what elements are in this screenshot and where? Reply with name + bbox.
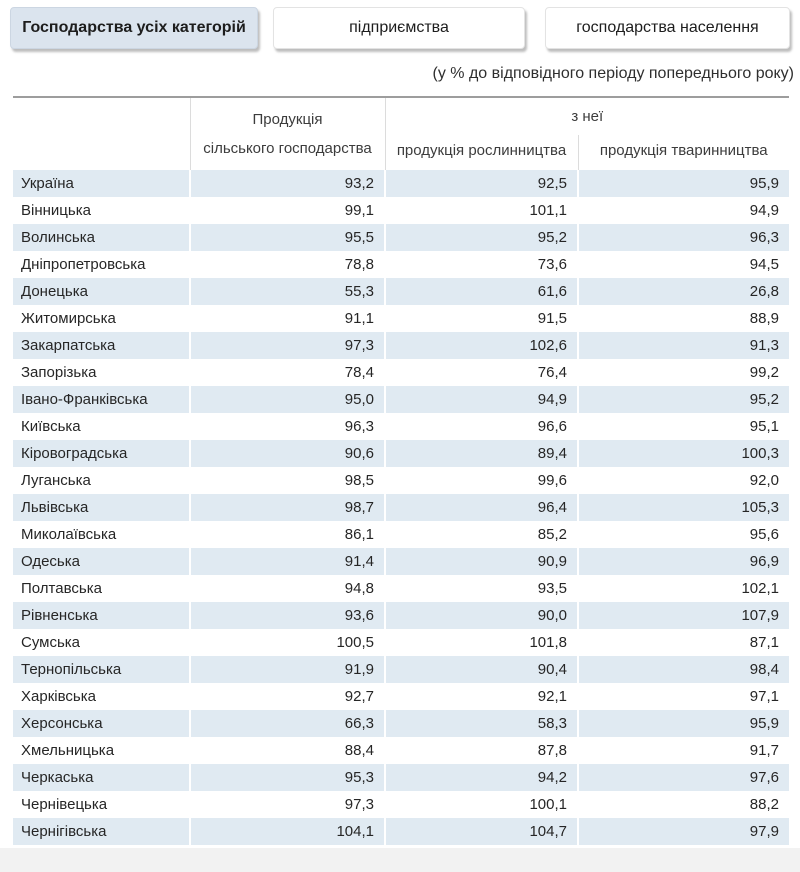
value-livestock-production: 92,0	[578, 467, 789, 494]
value-livestock-production: 91,3	[578, 332, 789, 359]
value-livestock-production: 94,5	[578, 251, 789, 278]
table-row	[13, 791, 789, 818]
value-crop-production: 90,9	[385, 548, 578, 575]
value-livestock-production: 105,3	[578, 494, 789, 521]
value-agriculture-total: 98,7	[190, 494, 385, 521]
value-livestock-production: 95,9	[578, 710, 789, 737]
region-name: Донецька	[21, 283, 88, 300]
region-name: Тернопільська	[21, 661, 122, 678]
table-header	[13, 97, 789, 170]
table-row	[13, 737, 789, 764]
value-agriculture-total: 104,1	[190, 818, 385, 845]
region-name: Хмельницька	[21, 742, 115, 759]
value-agriculture-total: 91,1	[190, 305, 385, 332]
table-row	[13, 386, 789, 413]
value-livestock-production: 95,1	[578, 413, 789, 440]
col-header-agriculture-line1: Продукція	[252, 111, 323, 128]
region-name: Черкаська	[21, 769, 94, 786]
value-crop-production: 102,6	[385, 332, 578, 359]
value-livestock-production: 87,1	[578, 629, 789, 656]
value-agriculture-total: 94,8	[190, 575, 385, 602]
region-name: Київська	[21, 418, 81, 435]
bottom-strip	[0, 848, 800, 872]
value-agriculture-total: 98,5	[190, 467, 385, 494]
table-row	[13, 602, 789, 629]
value-livestock-production: 95,2	[578, 386, 789, 413]
table-row	[13, 413, 789, 440]
value-livestock-production: 96,3	[578, 224, 789, 251]
value-agriculture-total: 95,3	[190, 764, 385, 791]
region-name: Івано-Франківська	[21, 391, 148, 408]
table-row	[13, 305, 789, 332]
value-livestock-production: 100,3	[578, 440, 789, 467]
region-name: Чернігівська	[21, 823, 107, 840]
category-tabs	[10, 7, 800, 49]
tab-all-categories[interactable]: Господарства усіх категорій	[10, 7, 258, 49]
value-crop-production: 73,6	[385, 251, 578, 278]
value-agriculture-total: 78,8	[190, 251, 385, 278]
region-name: Харківська	[21, 688, 96, 705]
table-row	[13, 494, 789, 521]
col-header-crop-production: продукція рослинництва	[385, 135, 578, 170]
region-name: Запорізька	[21, 364, 97, 381]
value-agriculture-total: 93,6	[190, 602, 385, 629]
value-crop-production: 93,5	[385, 575, 578, 602]
table-row	[13, 656, 789, 683]
value-livestock-production: 96,9	[578, 548, 789, 575]
value-livestock-production: 97,9	[578, 818, 789, 845]
table-row	[13, 197, 789, 224]
value-livestock-production: 91,7	[578, 737, 789, 764]
value-livestock-production: 97,1	[578, 683, 789, 710]
value-crop-production: 87,8	[385, 737, 578, 764]
value-livestock-production: 107,9	[578, 602, 789, 629]
value-livestock-production: 98,4	[578, 656, 789, 683]
value-agriculture-total: 91,4	[190, 548, 385, 575]
tab-enterprises[interactable]: підприємства	[273, 7, 525, 49]
value-agriculture-total: 97,3	[190, 332, 385, 359]
value-crop-production: 89,4	[385, 440, 578, 467]
value-crop-production: 101,1	[385, 197, 578, 224]
value-crop-production: 90,0	[385, 602, 578, 629]
region-name: Волинська	[21, 229, 95, 246]
value-crop-production: 94,9	[385, 386, 578, 413]
region-name: Одеська	[21, 553, 80, 570]
value-crop-production: 101,8	[385, 629, 578, 656]
value-agriculture-total: 93,2	[190, 170, 385, 197]
table-row	[13, 440, 789, 467]
region-name: Рівненська	[21, 607, 98, 624]
region-name: Чернівецька	[21, 796, 108, 813]
col-header-livestock-production: продукція тваринництва	[578, 135, 789, 170]
table-row	[13, 575, 789, 602]
region-name: Сумська	[21, 634, 81, 651]
value-livestock-production: 95,9	[578, 170, 789, 197]
value-agriculture-total: 55,3	[190, 278, 385, 305]
region-name: Україна	[21, 175, 74, 192]
value-crop-production: 76,4	[385, 359, 578, 386]
region-name: Кіровоградська	[21, 445, 128, 462]
table-row	[13, 683, 789, 710]
value-crop-production: 99,6	[385, 467, 578, 494]
table-row	[13, 170, 789, 197]
value-agriculture-total: 95,0	[190, 386, 385, 413]
value-agriculture-total: 100,5	[190, 629, 385, 656]
value-crop-production: 58,3	[385, 710, 578, 737]
value-crop-production: 91,5	[385, 305, 578, 332]
value-livestock-production: 95,6	[578, 521, 789, 548]
value-livestock-production: 88,9	[578, 305, 789, 332]
value-crop-production: 85,2	[385, 521, 578, 548]
table-row	[13, 278, 789, 305]
value-crop-production: 92,5	[385, 170, 578, 197]
table-row	[13, 629, 789, 656]
table-row	[13, 467, 789, 494]
value-agriculture-total: 90,6	[190, 440, 385, 467]
value-livestock-production: 97,6	[578, 764, 789, 791]
value-crop-production: 90,4	[385, 656, 578, 683]
region-name: Львівська	[21, 499, 89, 516]
value-crop-production: 95,2	[385, 224, 578, 251]
value-agriculture-total: 86,1	[190, 521, 385, 548]
value-crop-production: 100,1	[385, 791, 578, 818]
value-agriculture-total: 78,4	[190, 359, 385, 386]
region-name: Херсонська	[21, 715, 103, 732]
value-crop-production: 104,7	[385, 818, 578, 845]
region-name: Дніпропетровська	[21, 256, 146, 273]
value-agriculture-total: 99,1	[190, 197, 385, 224]
value-agriculture-total: 92,7	[190, 683, 385, 710]
table-row	[13, 710, 789, 737]
value-livestock-production: 99,2	[578, 359, 789, 386]
corner-cell	[13, 97, 190, 170]
table-row	[13, 764, 789, 791]
value-agriculture-total: 96,3	[190, 413, 385, 440]
value-crop-production: 61,6	[385, 278, 578, 305]
col-header-agriculture	[190, 97, 385, 170]
value-agriculture-total: 95,5	[190, 224, 385, 251]
table-row	[13, 224, 789, 251]
value-agriculture-total: 97,3	[190, 791, 385, 818]
table-row	[13, 521, 789, 548]
region-name: Луганська	[21, 472, 91, 489]
table-row	[13, 359, 789, 386]
region-name: Житомирська	[21, 310, 116, 327]
table-row	[13, 251, 789, 278]
region-name: Закарпатська	[21, 337, 116, 354]
value-agriculture-total: 66,3	[190, 710, 385, 737]
region-name: Вінницька	[21, 202, 91, 219]
table-body	[13, 170, 789, 845]
table-row	[13, 818, 789, 845]
table-row	[13, 548, 789, 575]
regions-table	[13, 96, 789, 845]
region-name: Полтавська	[21, 580, 102, 597]
region-name: Миколаївська	[21, 526, 117, 543]
tab-households[interactable]: господарства населення	[545, 7, 790, 49]
value-agriculture-total: 91,9	[190, 656, 385, 683]
value-crop-production: 96,6	[385, 413, 578, 440]
table-row	[13, 332, 789, 359]
value-crop-production: 92,1	[385, 683, 578, 710]
value-crop-production: 96,4	[385, 494, 578, 521]
col-header-agriculture-line2: сільського господарства	[203, 140, 372, 157]
value-livestock-production: 94,9	[578, 197, 789, 224]
units-note: (у % до відповідного періоду попереднього року)	[432, 65, 794, 82]
value-agriculture-total: 88,4	[190, 737, 385, 764]
value-livestock-production: 88,2	[578, 791, 789, 818]
value-crop-production: 94,2	[385, 764, 578, 791]
value-livestock-production: 102,1	[578, 575, 789, 602]
value-livestock-production: 26,8	[578, 278, 789, 305]
col-group-header: з неї	[385, 97, 789, 135]
